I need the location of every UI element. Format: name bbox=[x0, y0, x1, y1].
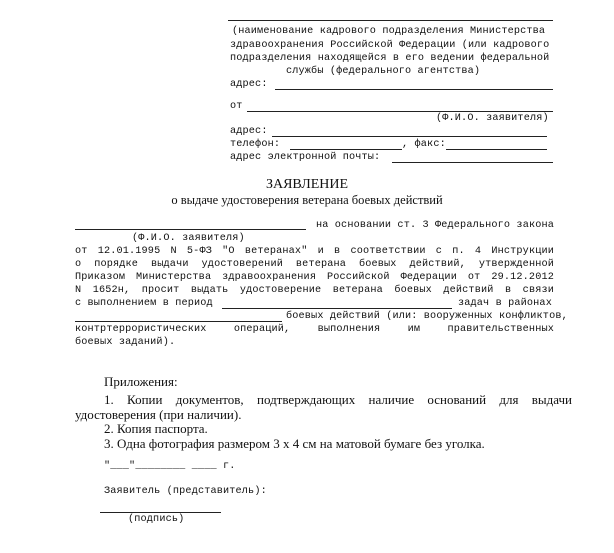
address2-field[interactable] bbox=[272, 136, 547, 137]
period-label: с выполнением в период bbox=[75, 298, 213, 309]
district-field[interactable] bbox=[75, 321, 282, 322]
body-fio-caption: (Ф.И.О. заявителя) bbox=[132, 233, 245, 244]
from-label: от bbox=[230, 101, 243, 112]
address2-label: адрес: bbox=[230, 126, 268, 137]
address-field[interactable] bbox=[275, 89, 553, 90]
attachment-item-1a: 1. Копии документов, подтверждающих наличие оснований для выдачи bbox=[104, 392, 572, 407]
signature-field[interactable] bbox=[100, 512, 221, 513]
applicant-name-field[interactable] bbox=[75, 229, 306, 230]
org-caption-1: (наименование кадрового подразделения Министерства bbox=[232, 26, 546, 37]
phone-label: телефон: bbox=[230, 139, 281, 150]
applicant-fio-caption: (Ф.И.О. заявителя) bbox=[436, 113, 549, 124]
combat-tail: боевых действий (или: вооруженных конфликтов, bbox=[286, 311, 568, 322]
body-line-1-tail: на основании ст. 3 Федерального закона bbox=[316, 220, 555, 231]
period-tail: задач в районах bbox=[458, 298, 552, 309]
applicant-label: Заявитель (представитель): bbox=[104, 486, 267, 497]
phone-field[interactable] bbox=[290, 149, 402, 150]
fax-label: , факс: bbox=[402, 139, 446, 150]
body-line-last: боевых заданий). bbox=[75, 337, 176, 348]
org-caption-3: подразделения находящейся в его ведении федеральной bbox=[230, 53, 550, 64]
attachment-item-1b: удостоверения (при наличии). bbox=[75, 407, 242, 422]
email-label: адрес электронной почты: bbox=[230, 152, 381, 163]
email-field[interactable] bbox=[392, 162, 553, 163]
address-label: адрес: bbox=[230, 79, 268, 90]
body-line-4: Приказом Министерства здравоохранения Российской Федерации от 29.12.2012 bbox=[75, 272, 554, 283]
signature-caption: (подпись) bbox=[128, 514, 185, 525]
org-name-line bbox=[228, 20, 553, 21]
attachments-heading: Приложения: bbox=[104, 374, 178, 389]
body-line-5: N 1652н, просит выдать удостоверение ветерана боевых действий в связи bbox=[75, 285, 554, 296]
period-field[interactable] bbox=[222, 308, 452, 309]
document-title: ЗАЯВЛЕНИЕ bbox=[265, 177, 349, 192]
from-field[interactable] bbox=[247, 111, 553, 112]
org-caption-2: здравоохранения Российской Федерации (или кадрового bbox=[230, 40, 550, 51]
body-line-ct: контртеррористических операций, выполнения им правительственных bbox=[75, 324, 554, 335]
org-caption-4: службы (федерального агентства) bbox=[286, 66, 481, 77]
fax-field[interactable] bbox=[446, 149, 547, 150]
document-subtitle: о выдаче удостоверения ветерана боевых действий bbox=[171, 193, 443, 207]
date-line[interactable]: "___"________ ____ г. bbox=[104, 461, 236, 472]
attachment-item-2: 2. Копия паспорта. bbox=[104, 421, 208, 436]
body-line-2: от 12.01.1995 N 5-ФЗ "О ветеранах" и в соответствии с п. 4 Инструкции bbox=[75, 246, 554, 257]
body-line-3: о порядке выдачи удостоверений ветерана боевых действий, утвержденной bbox=[75, 259, 554, 270]
attachment-item-3: 3. Одна фотография размером 3 х 4 см на матовой бумаге без уголка. bbox=[104, 436, 485, 451]
